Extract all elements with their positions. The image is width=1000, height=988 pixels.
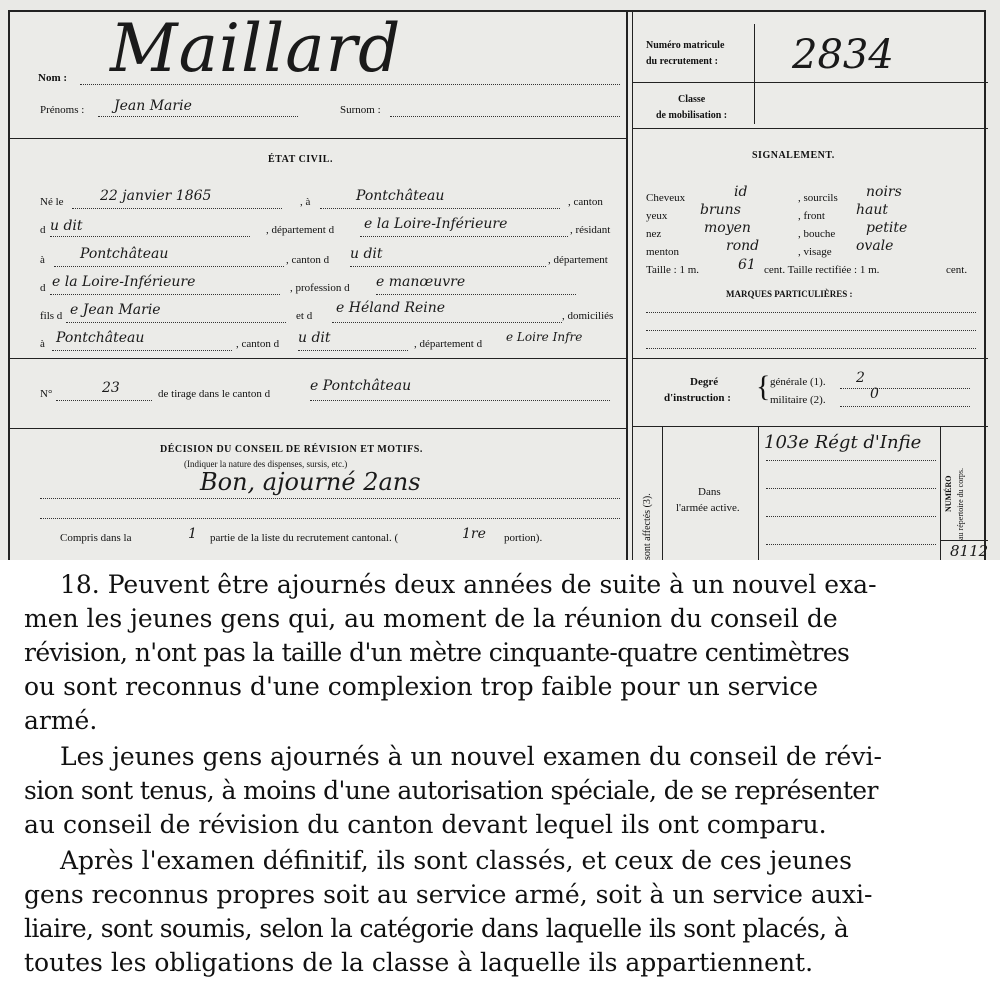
visage-label: , visage [798, 246, 832, 258]
cent-label: cent. [946, 264, 968, 276]
dom-value: Pontchâteau [56, 330, 145, 346]
canton-prefix: d [40, 224, 46, 236]
tirage-value: e Pontchâteau [310, 378, 412, 394]
bouche-value: petite [866, 220, 908, 236]
matricule-label-1: Numéro matricule [646, 40, 725, 51]
nom-line [80, 84, 620, 85]
res-dept-line [50, 294, 280, 295]
dom-line [52, 350, 232, 351]
res-canton-label: , canton d [286, 254, 330, 266]
decision-title: DÉCISION DU CONSEIL DE RÉVISION ET MOTIFS. [160, 444, 423, 455]
partie-label: partie de la liste du recrutement cantonal. ( [210, 532, 399, 544]
profession-value: e manœuvre [376, 274, 466, 290]
taille-rect-label: cent. Taille rectifiée : 1 m. [764, 264, 880, 276]
decision-subtitle: (Indiquer la nature des dispenses, sursis, etc.) [184, 459, 348, 469]
sourcils-label: , sourcils [798, 192, 838, 204]
text-line: Après l'examen définitif, ils sont classés, et ceux de ces jeunes [60, 846, 852, 875]
text-line: armé. [24, 706, 98, 735]
signalement-rule [632, 358, 988, 359]
dom-dept-value: e Loire Infre [506, 330, 583, 344]
militaire-label: militaire (2). [770, 394, 826, 406]
dans-label-1: Dans [698, 486, 721, 498]
res-canton-line [350, 266, 546, 267]
tirage-line [310, 400, 610, 401]
front-label: , front [798, 210, 825, 222]
domicilies-label: , domiciliés [562, 310, 614, 322]
prenoms-label: Prénoms : [40, 104, 85, 116]
text-line: gens reconnus propres soit au service armé, soit à un service auxi- [24, 880, 873, 909]
yeux-value: bruns [700, 202, 741, 218]
text-line: ou sont reconnus d'une complexion trop faible pour un service [24, 672, 819, 701]
etat-civil-heading: ÉTAT CIVIL. [268, 154, 333, 165]
matricule-value: 2834 [792, 32, 894, 78]
canton-label: , canton [568, 196, 603, 208]
repertoire-rule [940, 540, 988, 541]
nez-label: nez [646, 228, 662, 240]
affect-line-4 [766, 544, 936, 545]
tirage-label: de tirage dans le canton d [158, 388, 271, 400]
text-line: 18. Peuvent être ajournés deux années de suite à un nouvel exa- [60, 570, 877, 599]
menton-label: menton [646, 246, 679, 258]
classe-label-1: Classe [678, 94, 706, 105]
pere-value: e Jean Marie [70, 302, 161, 318]
affect-col-1 [662, 426, 663, 560]
matricule-divider [754, 24, 755, 124]
text-line: men les jeunes gens qui, au moment de la réunion du conseil de [24, 604, 838, 633]
text-line: au conseil de révision du canton devant lequel ils ont comparu. [24, 810, 827, 839]
yeux-label: yeux [646, 210, 668, 222]
affect-col-2 [758, 426, 759, 560]
militaire-line [840, 406, 970, 407]
portion-label: portion). [504, 532, 543, 544]
generale-line [840, 388, 970, 389]
decision-line-1 [40, 498, 620, 499]
prenoms-value: Jean Marie [114, 98, 192, 114]
tirage-no-line [56, 400, 152, 401]
generale-value: 2 [856, 370, 865, 386]
decision-line-2 [40, 518, 620, 519]
taille-value: 61 [738, 257, 756, 273]
form-sheet [8, 10, 989, 560]
profession-line [376, 294, 576, 295]
canton-value: u dit [50, 218, 83, 234]
sourcils-value: noirs [866, 184, 902, 200]
degre-label-2: d'instruction : [664, 392, 731, 404]
dept-label: , département d [266, 224, 335, 236]
nom-value: Maillard [110, 10, 402, 87]
dans-label-2: l'armée active. [676, 502, 740, 514]
taille-label: Taille : 1 m. [646, 264, 699, 276]
res-dept-label: , département [548, 254, 608, 266]
degre-label-1: Degré [690, 376, 719, 388]
tirage-rule [10, 428, 626, 429]
ne-value: 22 janvier 1865 [100, 188, 212, 204]
dept-line [360, 236, 568, 237]
front-value: haut [856, 202, 889, 218]
res-line [54, 266, 284, 267]
res-dept-prefix: d [40, 282, 46, 294]
a-value: Pontchâteau [356, 188, 445, 204]
marques-line-1 [646, 312, 976, 313]
res-prefix: à [40, 254, 45, 266]
portion-value: 1re [462, 526, 486, 542]
marques-label: MARQUES PARTICULIÈRES : [726, 289, 853, 299]
fils-label: fils d [40, 310, 63, 322]
repertoire-value: 8112 [950, 542, 989, 560]
nez-value: moyen [704, 220, 751, 236]
generale-label: générale (1). [770, 376, 826, 388]
ne-line [72, 208, 282, 209]
dom-prefix: à [40, 338, 45, 350]
affect-line-2 [766, 488, 936, 489]
marques-line-2 [646, 330, 976, 331]
affect-line-3 [766, 516, 936, 517]
dom-canton-line [298, 350, 408, 351]
compris-value: 1 [188, 526, 197, 542]
nom-label: Nom : [38, 72, 68, 84]
regulation-text [0, 560, 1000, 988]
numero-label: NUMÉRO [944, 475, 953, 512]
a-line [320, 208, 560, 209]
surnom-line [390, 116, 620, 117]
res-dept-value: e la Loire-Inférieure [52, 274, 196, 290]
cheveux-label: Cheveux [646, 192, 686, 204]
text-line: sion sont tenus, à moins d'une autorisation spéciale, de se représenter [24, 776, 878, 805]
header-rule [10, 138, 626, 139]
menton-value: rond [726, 238, 760, 254]
visage-value: ovale [856, 238, 894, 254]
text-line: révision, n'ont pas la taille d'un mètre cinquante-quatre centimètres [24, 638, 850, 667]
militaire-value: 0 [870, 386, 879, 402]
profession-label: , profession d [290, 282, 350, 294]
text-line: toutes les obligations de la classe à laquelle ils appartiennent. [24, 948, 814, 977]
bouche-label: , bouche [798, 228, 836, 240]
matricule-rule [632, 82, 988, 83]
signalement-heading: SIGNALEMENT. [752, 150, 835, 161]
instruction-brace: { [756, 370, 771, 403]
a-label: , à [300, 196, 311, 208]
text-line: liaire, sont soumis, selon la catégorie dans laquelle ils sont placés, à [24, 914, 849, 943]
marques-line-3 [646, 348, 976, 349]
dom-canton-label: , canton d [236, 338, 280, 350]
regiment-value: 103e Régt d'Infie [764, 432, 922, 453]
compris-label: Compris dans la [60, 532, 132, 544]
instruction-rule [632, 426, 988, 427]
tirage-no-value: 23 [102, 380, 120, 396]
dom-dept-label: , département d [414, 338, 483, 350]
dom-canton-value: u dit [298, 330, 331, 346]
tirage-no-label: N° [40, 388, 53, 400]
repertoire-label: au répertoire du corps. [956, 468, 965, 540]
affect-line-1 [766, 460, 936, 461]
res-canton-value: u dit [350, 246, 383, 262]
prenoms-line [98, 116, 298, 117]
text-line: Les jeunes gens ajournés à un nouvel examen du conseil de révi- [60, 742, 882, 771]
ne-label: Né le [40, 196, 64, 208]
column-divider [626, 12, 628, 560]
cheveux-value: id [734, 184, 748, 200]
residant-label: , résidant [570, 224, 611, 236]
mere-value: e Héland Reine [336, 300, 446, 316]
surnom-label: Surnom : [340, 104, 381, 116]
res-value: Pontchâteau [80, 246, 169, 262]
classe-label-2: de mobilisation : [656, 110, 728, 121]
pere-line [66, 322, 286, 323]
mere-label: et d [296, 310, 313, 322]
etat-civil-rule [10, 358, 626, 359]
classe-rule [632, 128, 988, 129]
dept-value: e la Loire-Inférieure [364, 216, 508, 232]
canton-line [50, 236, 250, 237]
mere-line [332, 322, 562, 323]
matricule-label-2: du recrutement : [646, 56, 719, 67]
sont-affectes-label: sont affectés (3). [642, 493, 653, 560]
column-divider-inner [632, 12, 633, 560]
decision-value: Bon, ajourné 2ans [200, 468, 421, 496]
